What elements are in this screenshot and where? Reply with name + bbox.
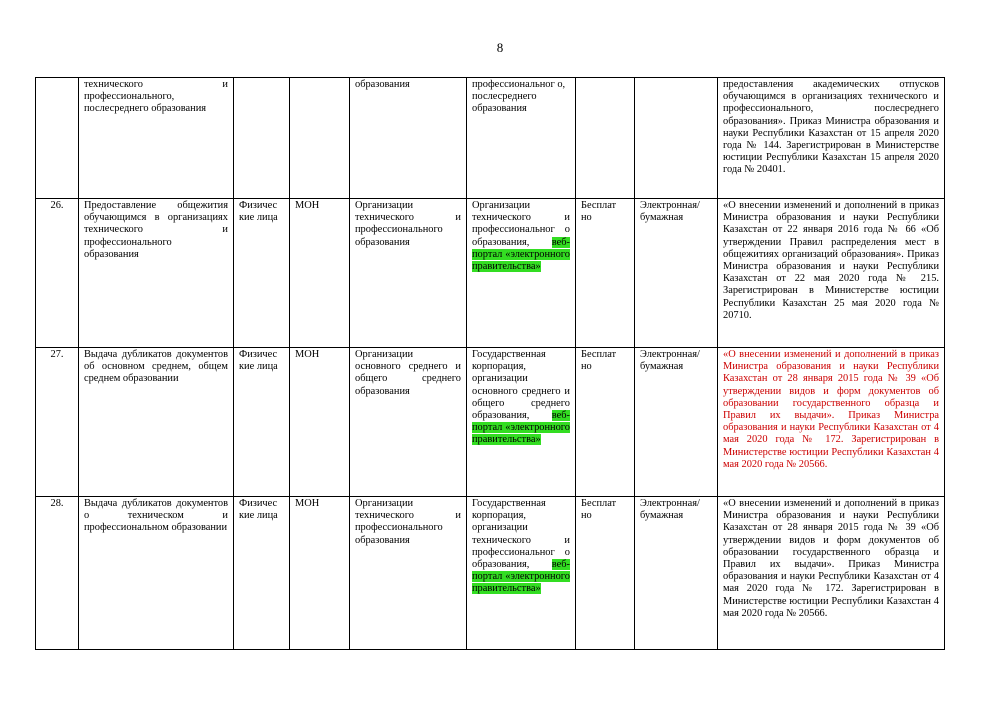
agency-cell	[290, 78, 350, 199]
services-table	[35, 77, 945, 650]
agency-cell: МОН	[290, 497, 350, 650]
provider-cell: Организации технического и профессионального образования	[350, 199, 467, 348]
portal-cell	[467, 78, 576, 199]
row-number-cell	[36, 78, 79, 199]
provider-cell: Организации технического и профессионального образования	[350, 497, 467, 650]
payment-cell: Бесплат но	[576, 348, 635, 497]
form-cell	[635, 78, 718, 199]
service-name-cell: технического и профессионального, послесреднего образования	[79, 78, 234, 199]
form-cell: Электронная/ бумажная	[635, 199, 718, 348]
provider-cell: Организации основного среднего и общего среднего образования	[350, 348, 467, 497]
payment-cell: Бесплат но	[576, 199, 635, 348]
service-name-cell: Выдача дубликатов документов о техническом и профессиональном образовании	[79, 497, 234, 650]
portal-highlight: веб-портал «электронного правительства»	[472, 559, 570, 595]
row-number-cell: 26.	[36, 199, 79, 348]
legal-act-cell: предоставления академических отпусков обучающимся в организациях технического и профессионального, послесреднего образования». Приказ Министра образования и науки Республики Казахстан от 15 апреля 2020 года № 144. Зарегистрирован в Министерстве юстиции Республики Казахстан 15 апреля 2020 года № 20401.	[718, 78, 945, 199]
table-row	[36, 78, 945, 199]
table-row	[36, 497, 945, 650]
recipients-cell	[234, 78, 290, 199]
portal-text: профессиональног о, послесреднего образования	[472, 79, 566, 115]
payment-cell: Бесплат но	[576, 497, 635, 650]
table-row	[36, 348, 945, 497]
payment-cell	[576, 78, 635, 199]
form-cell: Электронная/ бумажная	[635, 348, 718, 497]
table-body	[36, 78, 945, 650]
table-row	[36, 199, 945, 348]
legal-act-cell: «О внесении изменений и дополнений в приказ Министра образования и науки Республики Казахстан от 28 января 2015 года № 39 «Об утверждении видов и форм документов об образовании государственного образца и Правил их выдачи». Приказ Министра образования и науки Республики Казахстан от 4 мая 2020 года № 172. Зарегистрирован в Министерстве юстиции Республики Казахстан 4 мая 2020 года № 20566.	[718, 348, 945, 497]
portal-cell	[467, 497, 576, 650]
portal-cell	[467, 199, 576, 348]
portal-text: Государственная корпорация, организации технического и профессиональног о образования,	[472, 498, 570, 571]
portal-highlight: веб-портал «электронного правительства»	[472, 410, 570, 446]
page-number: 8	[496, 40, 504, 55]
row-number-cell: 27.	[36, 348, 79, 497]
legal-act-cell: «О внесении изменений и дополнений в приказ Министра образования и науки Республики Казахстан от 28 января 2015 года № 39 «Об утверждении видов и форм документов об образовании государственного образца и Правил их выдачи». Приказ Министра образования и науки Республики Казахстан от 4 мая 2020 года № 172. Зарегистрирован в Министерстве юстиции Республики Казахстан 4 мая 2020 года № 20566.	[718, 497, 945, 650]
portal-cell	[467, 348, 576, 497]
recipients-cell: Физичес кие лица	[234, 497, 290, 650]
portal-text: Государственная корпорация, организации основного среднего и общего среднего образования,	[472, 349, 570, 422]
portal-highlight: веб-портал «электронного правительства»	[472, 236, 570, 273]
agency-cell: МОН	[290, 348, 350, 497]
recipients-cell: Физичес кие лица	[234, 348, 290, 497]
recipients-cell: Физичес кие лица	[234, 199, 290, 348]
row-number-cell: 28.	[36, 497, 79, 650]
service-name-cell: Предоставление общежития обучающимся в организациях технического и профессионального образования	[79, 199, 234, 348]
form-cell: Электронная/ бумажная	[635, 497, 718, 650]
agency-cell: МОН	[290, 199, 350, 348]
portal-text: Организации технического и профессиональног о образования,	[472, 200, 570, 248]
provider-cell: образования	[350, 78, 467, 199]
legal-act-cell: «О внесении изменений и дополнений в приказ Министра образования и науки Республики Казахстан от 22 января 2016 года № 66 «Об утверждении Правил распределения мест в общежитиях организаций образования». Приказ Министра образования и науки Республики Казахстан от 22 мая 2020 года № 215. Зарегистрирован в Министерстве юстиции Республики Казахстан 25 мая 2020 года № 20710.	[718, 199, 945, 348]
service-name-cell: Выдача дубликатов документов об основном среднем, общем среднем образовании	[79, 348, 234, 497]
